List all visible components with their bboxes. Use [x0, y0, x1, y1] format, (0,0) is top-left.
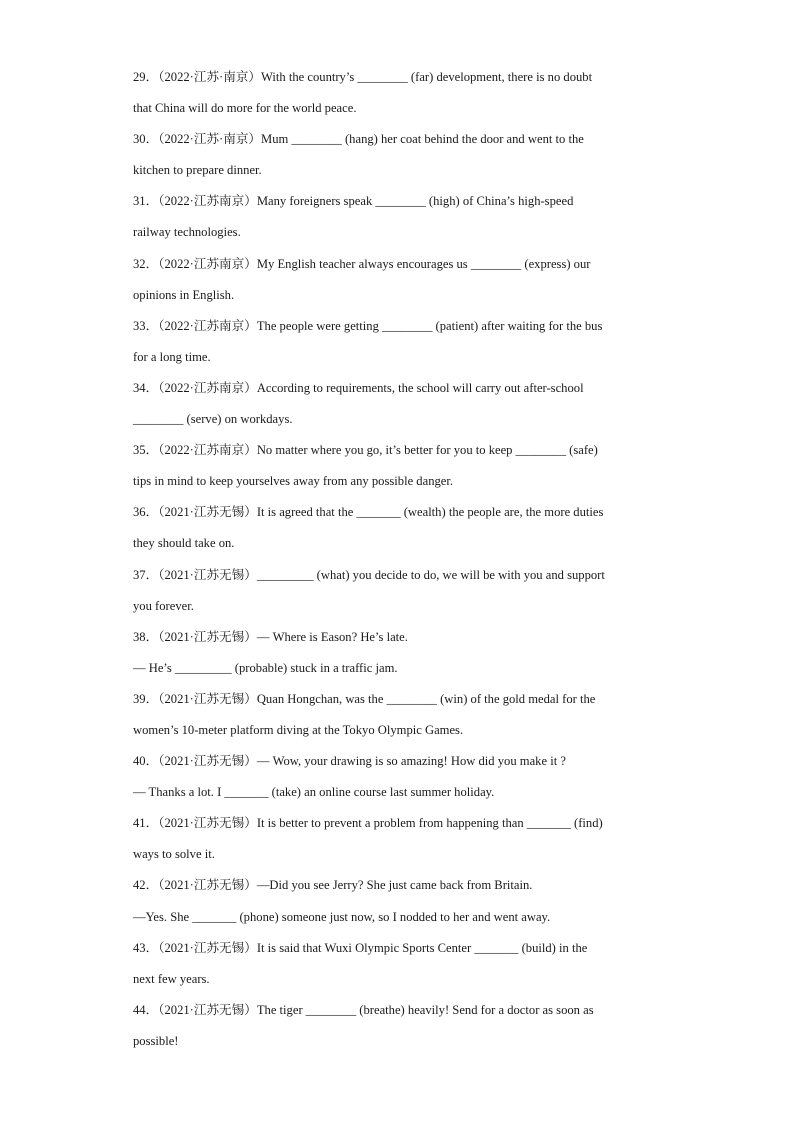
question-36 [133, 497, 673, 559]
question-line: 39．（2021·江苏无锡）Quan Hongchan, was the ________ (win) of the gold medal for the [133, 691, 596, 706]
question-40 [133, 746, 673, 808]
question-line: 38．（2021·江苏无锡）— Where is Eason? He’s late. [133, 629, 408, 644]
question-line: — Thanks a lot. I _______ (take) an online course last summer holiday. [133, 785, 495, 800]
question-30 [133, 124, 673, 186]
question-line: 32．（2022·江苏南京）My English teacher always encourages us ________ (express) our [133, 256, 591, 271]
question-32 [133, 249, 673, 311]
question-43 [133, 933, 673, 995]
question-line: 31．（2022·江苏南京）Many foreigners speak ________ (high) of China’s high-speed [133, 194, 574, 209]
question-line: women’s 10-meter platform diving at the Tokyo Olympic Games. [133, 722, 464, 737]
question-line: 43．（2021·江苏无锡）It is said that Wuxi Olympic Sports Center _______ (build) in the [133, 940, 588, 955]
question-line: 36．（2021·江苏无锡）It is agreed that the _______ (wealth) the people are, the more duties [133, 505, 604, 520]
question-line: — He’s _________ (probable) stuck in a traffic jam. [133, 660, 398, 675]
question-line: for a long time. [133, 349, 211, 364]
question-line: possible! [133, 1033, 179, 1048]
question-line: ________ (serve) on workdays. [133, 412, 293, 427]
question-line: tips in mind to keep yourselves away from any possible danger. [133, 474, 454, 489]
question-line: 37．（2021·江苏无锡）_________ (what) you decide to do, we will be with you and support [133, 567, 605, 582]
question-line: 34．（2022·江苏南京）According to requirements, the school will carry out after-school [133, 380, 584, 395]
question-line: they should take on. [133, 536, 235, 551]
question-37 [133, 560, 673, 622]
question-line: 30．（2022·江苏·南京）Mum ________ (hang) her coat behind the door and went to the [133, 132, 584, 147]
question-35 [133, 435, 673, 497]
question-line: 40．（2021·江苏无锡）— Wow, your drawing is so amazing! How did you make it ? [133, 754, 566, 769]
question-34 [133, 373, 673, 435]
question-33 [133, 311, 673, 373]
question-line: next few years. [133, 971, 210, 986]
question-line: 35．（2022·江苏南京）No matter where you go, it’s better for you to keep ________ (safe) [133, 443, 598, 458]
exercise-page [133, 62, 673, 1057]
question-line: —Yes. She _______ (phone) someone just now, so I nodded to her and went away. [133, 909, 551, 924]
question-41 [133, 808, 673, 870]
question-38 [133, 622, 673, 684]
question-line: opinions in English. [133, 287, 235, 302]
question-line: ways to solve it. [133, 847, 215, 862]
question-39 [133, 684, 673, 746]
question-line: 44．（2021·江苏无锡）The tiger ________ (breathe) heavily! Send for a doctor as soon as [133, 1002, 594, 1017]
question-29 [133, 62, 673, 124]
question-42 [133, 870, 673, 932]
question-line: kitchen to prepare dinner. [133, 163, 262, 178]
question-line: 41．（2021·江苏无锡）It is better to prevent a problem from happening than _______ (find) [133, 816, 603, 831]
question-31 [133, 186, 673, 248]
question-44 [133, 995, 673, 1057]
question-line: 42．（2021·江苏无锡）—Did you see Jerry? She just came back from Britain. [133, 878, 533, 893]
question-line: 29．（2022·江苏·南京）With the country’s ________ (far) development, there is no doubt [133, 70, 593, 84]
question-line: 33．（2022·江苏南京）The people were getting ________ (patient) after waiting for the bus [133, 318, 603, 333]
question-line: you forever. [133, 598, 194, 613]
question-line: railway technologies. [133, 225, 241, 240]
question-line: that China will do more for the world peace. [133, 101, 357, 116]
